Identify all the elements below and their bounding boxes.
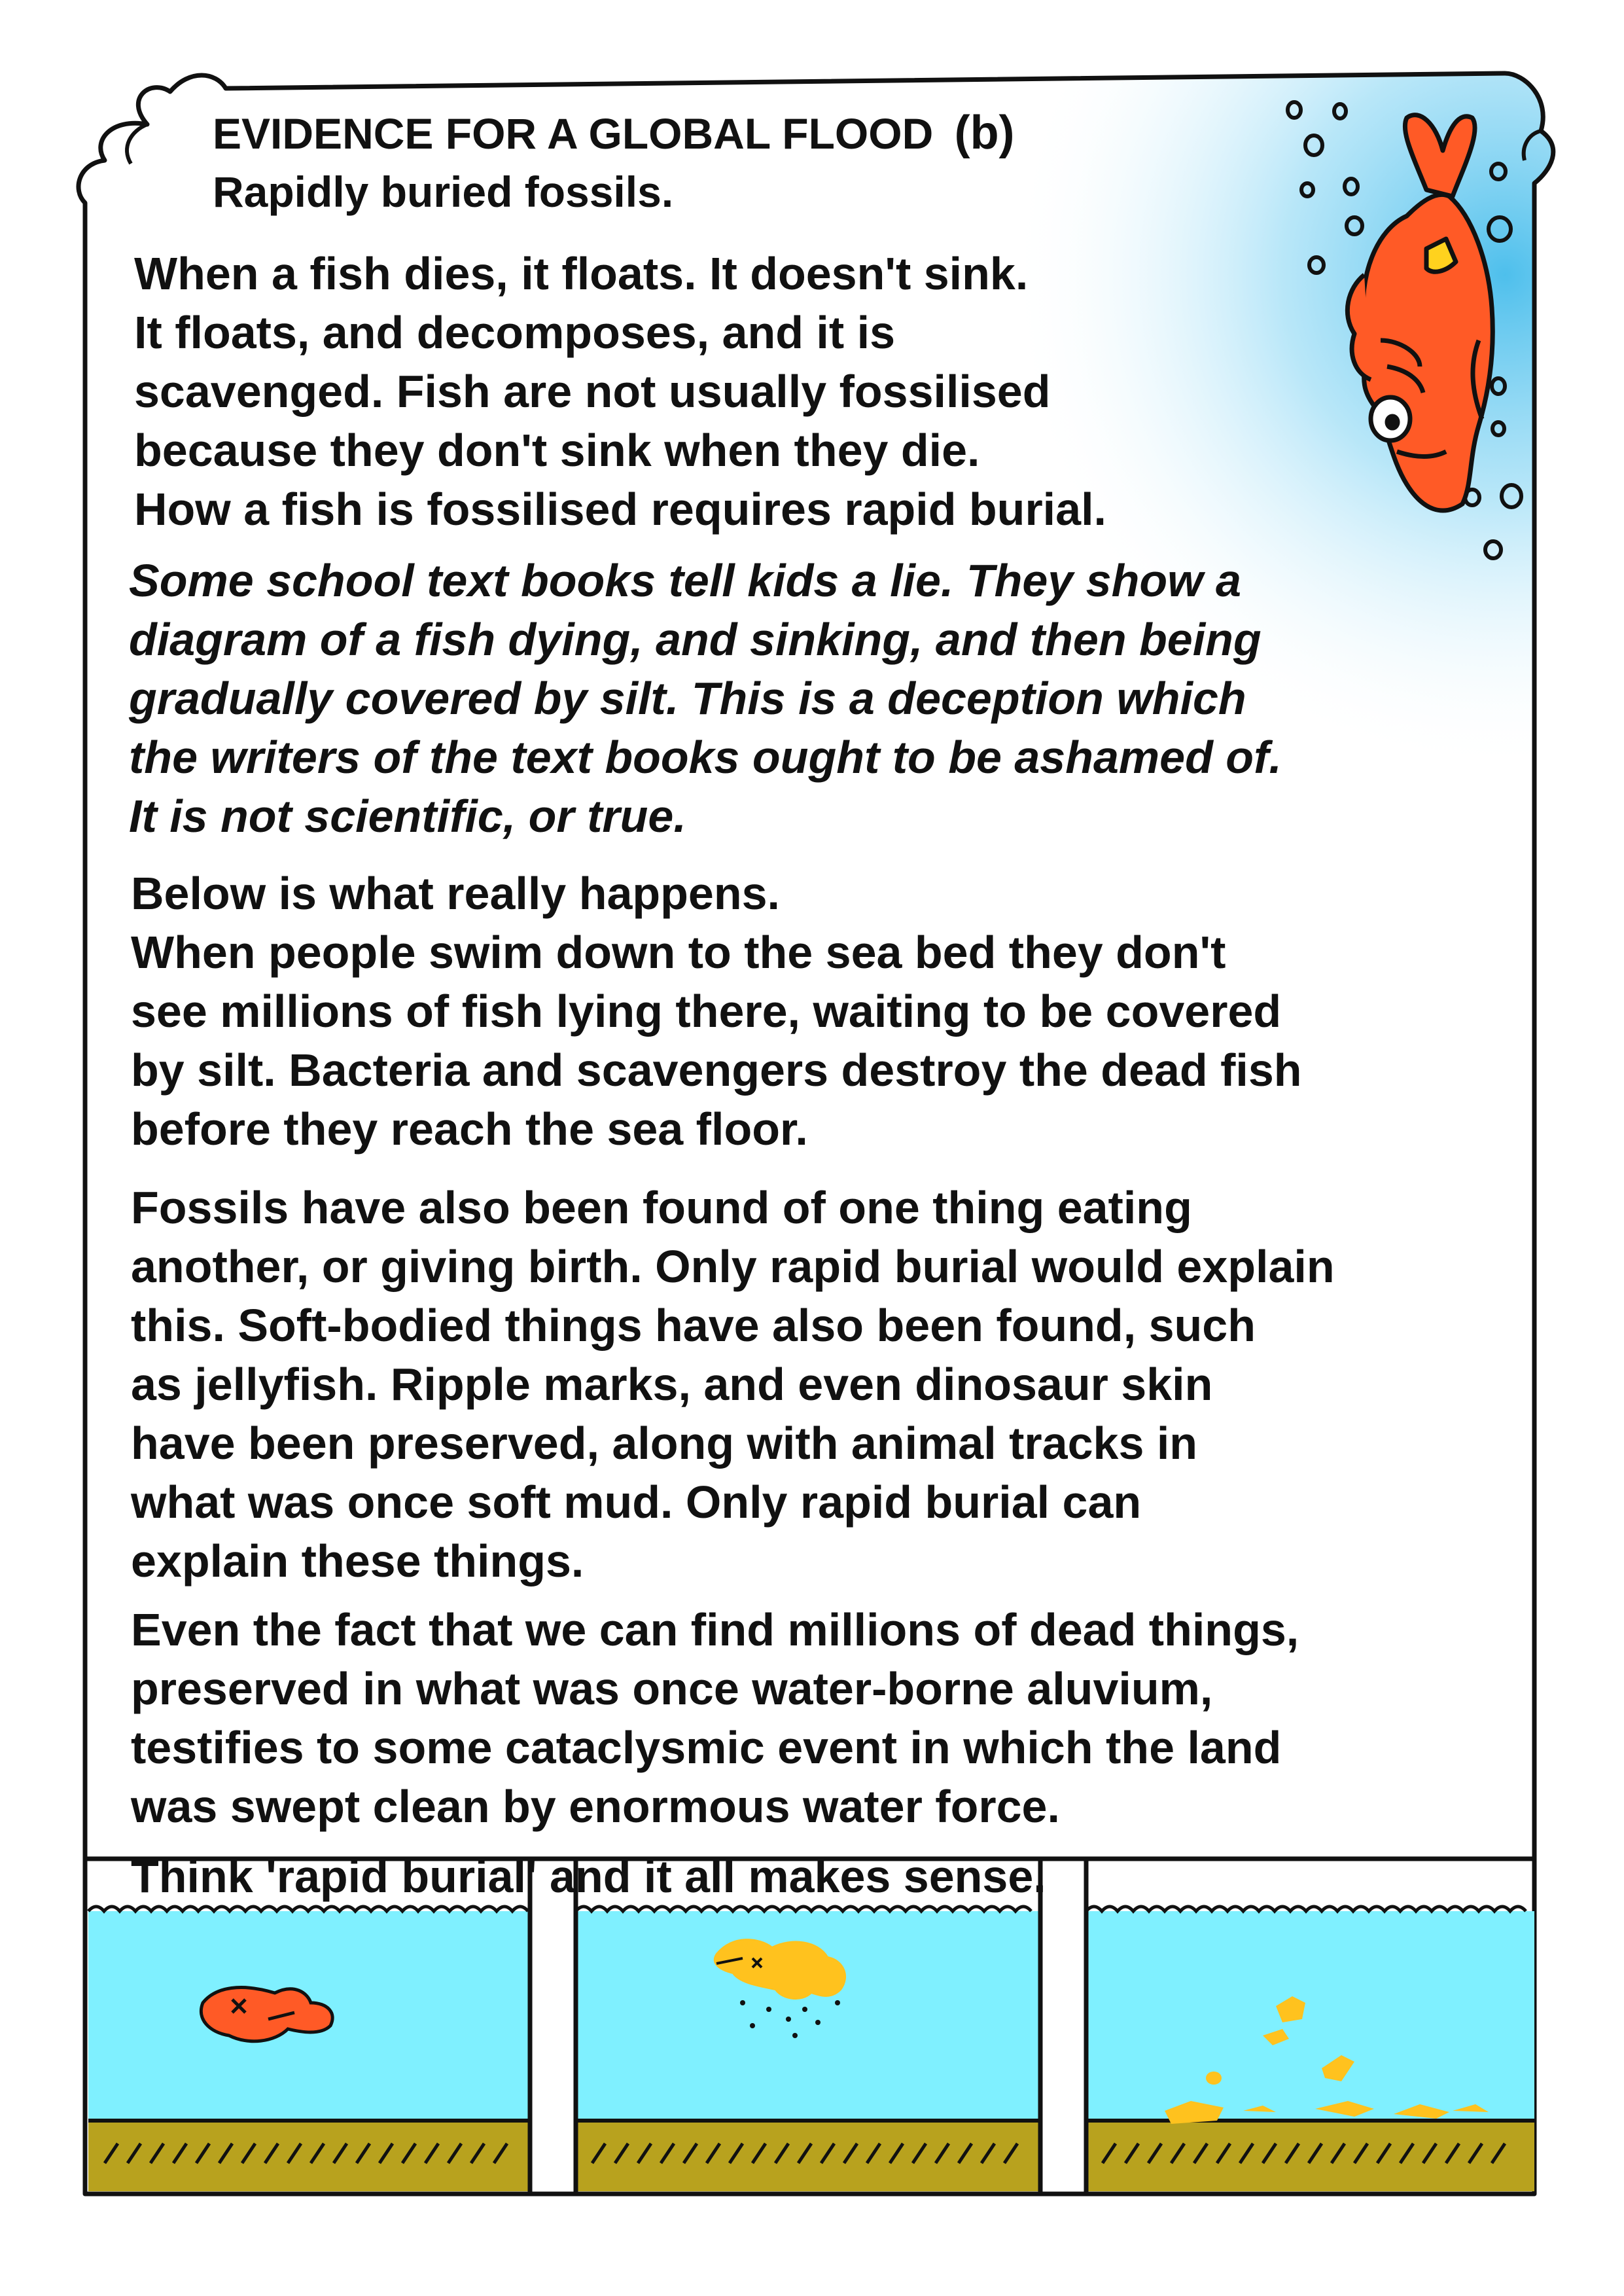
paragraph-line: what was once soft mud. Only rapid burial can [131, 1477, 1142, 1528]
paragraph-line: testifies to some cataclysmic event in which the land [131, 1722, 1282, 1773]
paragraph-line: explain these things. [131, 1535, 584, 1587]
paragraph-line: Below is what really happens. [131, 868, 780, 919]
paragraph-line: How a fish is fossilised requires rapid burial. [134, 484, 1106, 535]
paragraph-line: Even the fact that we can find millions of dead things, [131, 1604, 1299, 1655]
page-subtitle: Rapidly buried fossils. [213, 168, 674, 216]
paragraph-line: It floats, and decomposes, and it is [134, 307, 895, 358]
paragraph-line: preserved in what was once water-borne aluvium, [131, 1663, 1213, 1714]
paragraph-line: scavenged. Fish are not usually fossilised [134, 366, 1051, 417]
bottom-panels [85, 1859, 1534, 2194]
paragraph-line: diagram of a fish dying, and sinking, and then being [129, 614, 1262, 665]
panel-fish-dying [88, 1859, 530, 2194]
paragraph-cataclysm [131, 1600, 1299, 1836]
paragraph-line: Fossils have also been found of one thing eating [131, 1182, 1192, 1233]
paragraph-fossil-evidence [131, 1178, 1335, 1590]
paragraph-line: as jellyfish. Ripple marks, and even dinosaur skin [131, 1359, 1213, 1410]
paragraph-line: When a fish dies, it floats. It doesn't sink. [134, 248, 1029, 299]
paragraph-line: Think 'rapid burial' and it all makes sense. [131, 1851, 1046, 1902]
paragraph-line: because they don't sink when they die. [134, 425, 980, 476]
paragraph-line: was swept clean by enormous water force. [131, 1781, 1060, 1832]
paragraph-line: have been preserved, along with animal tracks in [131, 1418, 1198, 1469]
paragraph-line: by silt. Bacteria and scavengers destroy the dead fish [131, 1045, 1302, 1096]
panel-fish-remains [1086, 1859, 1534, 2194]
paragraph-line: this. Soft-bodied things have also been found, such [131, 1300, 1256, 1351]
paragraph-line: the writers of the text books ought to be ashamed of. [129, 732, 1282, 783]
paragraph-floating-fish [134, 244, 1106, 539]
paragraph-line: It is not scientific, or true. [129, 791, 686, 842]
title-text: EVIDENCE FOR A GLOBAL FLOOD [213, 109, 934, 158]
paragraph-textbook-lie [129, 551, 1282, 846]
paragraph-line: When people swim down to the sea bed they don't [131, 927, 1226, 978]
paragraph-line: before they reach the sea floor. [131, 1103, 808, 1155]
title-suffix: (b) [954, 107, 1015, 159]
page-title [213, 105, 1015, 162]
paragraph-line: another, or giving birth. Only rapid burial would explain [131, 1241, 1335, 1292]
paragraph-think-rapid-burial [131, 1847, 1046, 1906]
paragraph-line: Some school text books tell kids a lie. They show a [129, 555, 1241, 606]
paragraph-line: gradually covered by silt. This is a deception which [129, 673, 1246, 724]
paragraph-what-happens [131, 864, 1302, 1158]
paragraph-line: see millions of fish lying there, waiting to be covered [131, 986, 1282, 1037]
